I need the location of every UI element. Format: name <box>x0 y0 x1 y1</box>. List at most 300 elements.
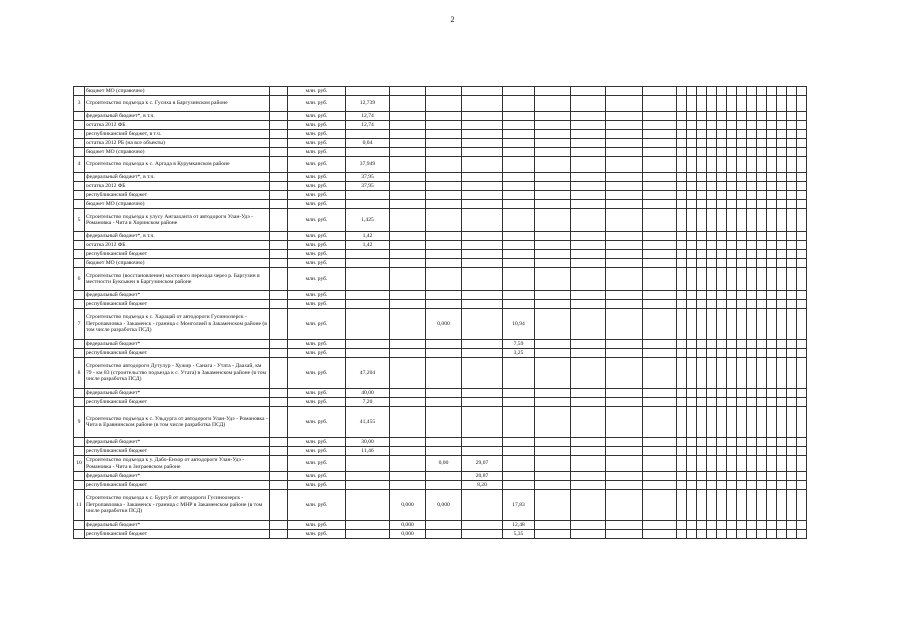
value-cell <box>643 340 677 349</box>
value-cell <box>462 200 503 209</box>
value-cell <box>571 182 606 191</box>
value-cell <box>757 438 767 447</box>
value-cell <box>426 157 462 173</box>
value-cell <box>717 309 727 340</box>
table-row <box>74 259 807 268</box>
value-cell <box>707 300 717 309</box>
value-cell <box>643 490 677 521</box>
table-row <box>74 472 807 481</box>
value-cell <box>797 389 807 398</box>
value-cell <box>797 209 807 232</box>
item-name-cell: остатка 2012 ФБ <box>85 241 270 250</box>
value-cell <box>571 300 606 309</box>
value-cell <box>677 96 687 112</box>
value-cell <box>747 96 757 112</box>
value-cell <box>697 130 707 139</box>
value-cell <box>747 173 757 182</box>
value-cell: 12,74 <box>346 121 390 130</box>
value-cell <box>643 438 677 447</box>
row-number-cell: 9 <box>74 407 85 438</box>
value-cell <box>606 209 643 232</box>
value-cell <box>757 358 767 389</box>
value-cell <box>606 447 643 456</box>
value-cell <box>707 121 717 130</box>
value-cell <box>687 438 697 447</box>
unit-cell: млн. руб. <box>288 250 346 259</box>
value-cell <box>606 398 643 407</box>
value-cell <box>717 87 727 96</box>
value-cell <box>707 182 717 191</box>
value-cell <box>571 112 606 121</box>
item-name-cell: федеральный бюджет* <box>85 340 270 349</box>
value-cell <box>737 398 747 407</box>
value-cell <box>797 173 807 182</box>
value-cell <box>707 191 717 200</box>
value-cell <box>571 209 606 232</box>
value-cell <box>643 481 677 490</box>
value-cell <box>390 349 426 358</box>
unit-cell: млн. руб. <box>288 157 346 173</box>
value-cell <box>777 209 787 232</box>
value-cell <box>426 300 462 309</box>
value-cell <box>390 130 426 139</box>
value-cell <box>787 521 797 530</box>
blank-cell <box>270 268 288 291</box>
value-cell <box>503 438 535 447</box>
value-cell: 7,20 <box>346 398 390 407</box>
item-name-cell: республиканский бюджет <box>85 530 270 539</box>
value-cell <box>571 200 606 209</box>
value-cell <box>677 309 687 340</box>
blank-cell <box>270 148 288 157</box>
table-row <box>74 389 807 398</box>
blank-cell <box>270 200 288 209</box>
value-cell <box>390 209 426 232</box>
value-cell <box>606 157 643 173</box>
item-name-cell: Строительство подъезда к улусу Ангааханта от автодороги Улан-Удэ - Романовка - Чита в Хоринском районе <box>85 209 270 232</box>
blank-cell <box>270 259 288 268</box>
value-cell <box>787 87 797 96</box>
item-name-cell: Строительство (восстановление) мостового перехода через р. Баргузин в местности Буксыкен в Баргузинском районе <box>85 268 270 291</box>
row-number-cell <box>74 87 85 96</box>
value-cell <box>687 121 697 130</box>
value-cell <box>727 173 737 182</box>
table-row <box>74 112 807 121</box>
value-cell <box>535 232 571 241</box>
value-cell <box>606 139 643 148</box>
value-cell: 0,000 <box>390 490 426 521</box>
value-cell <box>767 241 777 250</box>
value-cell <box>777 191 787 200</box>
value-cell <box>787 191 797 200</box>
value-cell <box>687 472 697 481</box>
value-cell <box>727 349 737 358</box>
value-cell <box>677 398 687 407</box>
value-cell <box>747 250 757 259</box>
value-cell <box>462 250 503 259</box>
value-cell <box>777 407 787 438</box>
value-cell <box>797 309 807 340</box>
value-cell <box>787 472 797 481</box>
value-cell <box>677 182 687 191</box>
value-cell <box>767 173 777 182</box>
value-cell <box>535 407 571 438</box>
value-cell <box>737 481 747 490</box>
value-cell <box>687 241 697 250</box>
value-cell <box>757 130 767 139</box>
value-cell <box>787 456 797 472</box>
value-cell <box>390 241 426 250</box>
unit-cell: млн. руб. <box>288 521 346 530</box>
value-cell <box>390 259 426 268</box>
table-row <box>74 121 807 130</box>
value-cell <box>426 259 462 268</box>
value-cell <box>462 291 503 300</box>
value-cell <box>777 121 787 130</box>
value-cell <box>677 268 687 291</box>
value-cell <box>757 209 767 232</box>
value-cell <box>737 200 747 209</box>
value-cell <box>643 130 677 139</box>
row-number-cell <box>74 148 85 157</box>
value-cell <box>717 407 727 438</box>
value-cell <box>687 291 697 300</box>
value-cell <box>606 481 643 490</box>
value-cell <box>787 200 797 209</box>
value-cell <box>535 358 571 389</box>
row-number-cell <box>74 398 85 407</box>
value-cell <box>571 407 606 438</box>
value-cell <box>727 121 737 130</box>
value-cell <box>462 182 503 191</box>
value-cell <box>677 259 687 268</box>
value-cell <box>697 456 707 472</box>
value-cell <box>787 232 797 241</box>
value-cell <box>757 481 767 490</box>
value-cell <box>687 148 697 157</box>
value-cell <box>606 200 643 209</box>
blank-cell <box>270 139 288 148</box>
value-cell: 0,000 <box>390 521 426 530</box>
value-cell <box>346 148 390 157</box>
value-cell <box>767 191 777 200</box>
value-cell <box>687 87 697 96</box>
value-cell <box>707 389 717 398</box>
value-cell <box>777 490 787 521</box>
unit-cell: млн. руб. <box>288 182 346 191</box>
table-row <box>74 490 807 521</box>
value-cell: 37,949 <box>346 157 390 173</box>
value-cell <box>797 130 807 139</box>
value-cell <box>717 398 727 407</box>
value-cell <box>757 349 767 358</box>
value-cell <box>390 389 426 398</box>
value-cell <box>390 87 426 96</box>
value-cell <box>697 309 707 340</box>
table-row <box>74 456 807 472</box>
value-cell <box>571 191 606 200</box>
value-cell <box>747 182 757 191</box>
value-cell <box>777 438 787 447</box>
item-name-cell: остатка 2012 ФБ <box>85 121 270 130</box>
item-name-cell: республиканский бюджет, в т.ч. <box>85 130 270 139</box>
value-cell <box>727 358 737 389</box>
value-cell <box>390 447 426 456</box>
value-cell <box>535 112 571 121</box>
table-row <box>74 268 807 291</box>
value-cell <box>757 112 767 121</box>
value-cell <box>503 200 535 209</box>
value-cell <box>767 112 777 121</box>
value-cell <box>571 268 606 291</box>
unit-cell: млн. руб. <box>288 139 346 148</box>
value-cell <box>767 389 777 398</box>
value-cell <box>707 232 717 241</box>
value-cell <box>462 87 503 96</box>
value-cell <box>747 447 757 456</box>
value-cell <box>757 389 767 398</box>
item-name-cell: республиканский бюджет <box>85 349 270 358</box>
value-cell <box>747 268 757 291</box>
value-cell <box>346 472 390 481</box>
value-cell <box>737 521 747 530</box>
value-cell <box>643 182 677 191</box>
value-cell <box>797 349 807 358</box>
unit-cell: млн. руб. <box>288 87 346 96</box>
value-cell <box>727 241 737 250</box>
table-row <box>74 481 807 490</box>
item-name-cell: республиканский бюджет <box>85 191 270 200</box>
value-cell <box>687 191 697 200</box>
value-cell <box>747 191 757 200</box>
value-cell <box>346 521 390 530</box>
value-cell <box>535 300 571 309</box>
value-cell <box>606 182 643 191</box>
value-cell <box>687 173 697 182</box>
value-cell <box>717 241 727 250</box>
row-number-cell: 5 <box>74 209 85 232</box>
value-cell <box>462 349 503 358</box>
value-cell <box>737 259 747 268</box>
value-cell <box>737 472 747 481</box>
blank-cell <box>270 130 288 139</box>
value-cell <box>747 87 757 96</box>
value-cell <box>797 300 807 309</box>
value-cell <box>767 340 777 349</box>
value-cell <box>643 407 677 438</box>
value-cell <box>677 349 687 358</box>
value-cell <box>426 472 462 481</box>
value-cell <box>426 112 462 121</box>
value-cell <box>535 259 571 268</box>
value-cell <box>677 389 687 398</box>
row-number-cell: 8 <box>74 358 85 389</box>
table-row <box>74 139 807 148</box>
value-cell <box>737 209 747 232</box>
value-cell <box>777 112 787 121</box>
value-cell <box>643 268 677 291</box>
item-name-cell: остатка 2012 ФБ <box>85 182 270 191</box>
value-cell <box>797 139 807 148</box>
value-cell <box>767 121 777 130</box>
value-cell <box>535 200 571 209</box>
value-cell: 5,35 <box>503 530 535 539</box>
value-cell <box>346 490 390 521</box>
value-cell <box>697 96 707 112</box>
value-cell <box>747 530 757 539</box>
value-cell <box>717 490 727 521</box>
value-cell <box>643 148 677 157</box>
value-cell <box>346 191 390 200</box>
table-row <box>74 340 807 349</box>
value-cell <box>462 191 503 200</box>
value-cell <box>503 209 535 232</box>
value-cell <box>757 241 767 250</box>
value-cell <box>777 241 787 250</box>
value-cell <box>797 200 807 209</box>
value-cell <box>571 340 606 349</box>
value-cell <box>687 407 697 438</box>
value-cell <box>787 173 797 182</box>
value-cell <box>717 191 727 200</box>
value-cell: 3,25 <box>503 349 535 358</box>
unit-cell: млн. руб. <box>288 96 346 112</box>
value-cell <box>571 291 606 300</box>
table-row <box>74 291 807 300</box>
value-cell <box>777 309 787 340</box>
row-number-cell <box>74 481 85 490</box>
value-cell <box>697 157 707 173</box>
value-cell <box>687 157 697 173</box>
row-number-cell <box>74 340 85 349</box>
value-cell <box>697 291 707 300</box>
value-cell <box>727 96 737 112</box>
unit-cell: млн. руб. <box>288 530 346 539</box>
table-row <box>74 358 807 389</box>
value-cell <box>797 191 807 200</box>
value-cell <box>426 407 462 438</box>
value-cell <box>503 481 535 490</box>
value-cell <box>535 96 571 112</box>
value-cell <box>707 358 717 389</box>
value-cell <box>727 250 737 259</box>
row-number-cell <box>74 447 85 456</box>
value-cell <box>643 456 677 472</box>
value-cell <box>707 530 717 539</box>
blank-cell <box>270 447 288 456</box>
value-cell <box>787 481 797 490</box>
row-number-cell <box>74 291 85 300</box>
value-cell <box>571 96 606 112</box>
value-cell <box>535 456 571 472</box>
value-cell <box>737 96 747 112</box>
value-cell <box>462 309 503 340</box>
value-cell <box>571 349 606 358</box>
unit-cell: млн. руб. <box>288 340 346 349</box>
value-cell <box>571 438 606 447</box>
value-cell <box>606 173 643 182</box>
value-cell <box>677 157 687 173</box>
value-cell <box>727 530 737 539</box>
row-number-cell <box>74 182 85 191</box>
value-cell: 0,000 <box>426 490 462 521</box>
table-row <box>74 173 807 182</box>
value-cell <box>697 209 707 232</box>
value-cell <box>426 521 462 530</box>
value-cell <box>787 407 797 438</box>
value-cell <box>687 130 697 139</box>
row-number-cell <box>74 200 85 209</box>
value-cell <box>535 157 571 173</box>
value-cell <box>707 438 717 447</box>
value-cell <box>737 130 747 139</box>
row-number-cell <box>74 130 85 139</box>
row-number-cell: 6 <box>74 268 85 291</box>
row-number-cell <box>74 232 85 241</box>
value-cell <box>643 173 677 182</box>
value-cell <box>787 130 797 139</box>
value-cell <box>426 96 462 112</box>
value-cell <box>737 173 747 182</box>
value-cell <box>643 447 677 456</box>
value-cell <box>797 259 807 268</box>
item-name-cell: бюджет МО (справочно) <box>85 87 270 96</box>
value-cell <box>606 232 643 241</box>
value-cell <box>426 130 462 139</box>
value-cell <box>767 130 777 139</box>
value-cell <box>462 241 503 250</box>
value-cell <box>426 530 462 539</box>
value-cell <box>426 87 462 96</box>
value-cell <box>643 191 677 200</box>
page-number: 2 <box>450 15 455 24</box>
value-cell <box>535 291 571 300</box>
value-cell <box>346 268 390 291</box>
value-cell <box>767 447 777 456</box>
item-name-cell: Строительство автодороги Дутулур - Хужир - Санага - Утата - Даахай, км 79 - км 83 (строительство подъезда к с. Утата) в Закаменском районе (в том числе разработка ПСД) <box>85 358 270 389</box>
row-number-cell <box>74 300 85 309</box>
value-cell <box>503 130 535 139</box>
value-cell <box>717 291 727 300</box>
value-cell <box>606 340 643 349</box>
table-row <box>74 87 807 96</box>
value-cell <box>503 358 535 389</box>
value-cell <box>697 521 707 530</box>
value-cell <box>503 291 535 300</box>
value-cell <box>747 398 757 407</box>
table-row <box>74 200 807 209</box>
value-cell <box>535 268 571 291</box>
budget-table-body <box>74 87 807 539</box>
value-cell <box>767 157 777 173</box>
value-cell <box>747 157 757 173</box>
value-cell <box>426 182 462 191</box>
value-cell <box>535 490 571 521</box>
value-cell <box>727 490 737 521</box>
value-cell <box>571 389 606 398</box>
value-cell <box>797 112 807 121</box>
value-cell <box>346 530 390 539</box>
value-cell <box>390 340 426 349</box>
value-cell <box>777 456 787 472</box>
table-row <box>74 182 807 191</box>
value-cell <box>787 309 797 340</box>
value-cell <box>747 358 757 389</box>
value-cell <box>737 456 747 472</box>
value-cell <box>606 291 643 300</box>
value-cell <box>707 398 717 407</box>
value-cell <box>717 349 727 358</box>
